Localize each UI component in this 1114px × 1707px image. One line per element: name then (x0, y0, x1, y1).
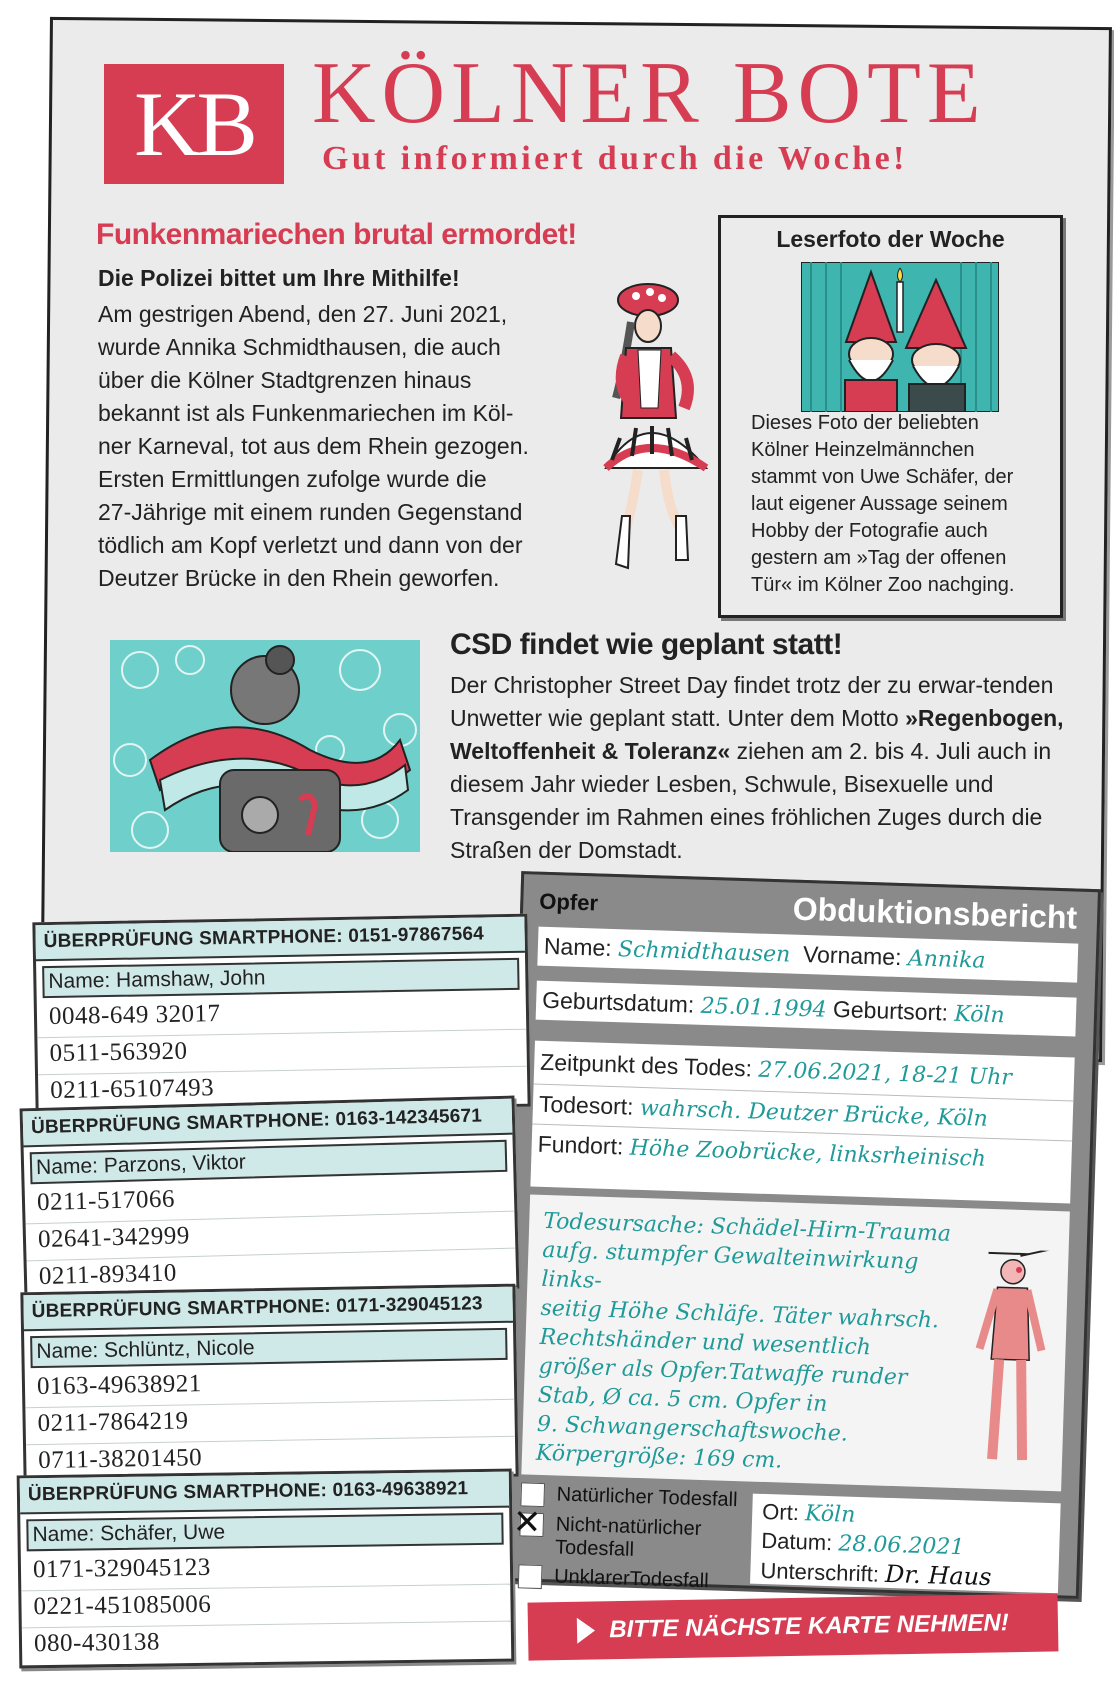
report-found-value: Höhe Zoobrücke, linksrheinisch (629, 1135, 987, 1172)
report-name-value: Schmidthausen (617, 937, 791, 968)
phone-card-header: ÜBERPRÜFUNG SMARTPHONE: 0163-49638921 (20, 1472, 509, 1515)
next-card-label: BITTE NÄCHSTE KARTE NEHMEN! (609, 1609, 1009, 1644)
report-name-row: Name: Schmidthausen Vorname: Annika (537, 927, 1078, 983)
phone-number: 0711-38201450 (38, 1444, 203, 1475)
newspaper-title: KÖLNER BOTE (312, 45, 987, 142)
phone-card-hamshaw (32, 914, 530, 1116)
phone-number: 0211-517066 (25, 1175, 515, 1225)
report-tod-value: 27.06.2021, 18-21 Uhr (757, 1057, 1013, 1091)
newspaper-subtitle: Gut informiert durch die Woche! (322, 140, 908, 177)
phone-number: 0211-65107493 (50, 1074, 215, 1105)
majorette-illustration (576, 278, 726, 578)
report-cause-block (521, 1195, 1070, 1492)
phone-card-header: ÜBERPRÜFUNG SMARTPHONE: 0151-97867564 (35, 917, 525, 962)
reader-photo-title: Leserfoto der Woche (776, 226, 1005, 252)
phone-card-name: Name: Schäfer, Uwe (26, 1513, 503, 1552)
report-firstname-value: Annika (907, 946, 986, 974)
article1-body: Am gestrigen Abend, den 27. Juni 2021, wurde Annika Schmidthausen, die auch über die Kölner Stadtgrenzen hinaus bekannt ist als Funkenmariechen im Köl- ner Karneval, tot aus dem Rhein gezogen. Ersten Ermittlungen zufolge wurde die 27-Jährige mit einem runden Gegenstand tödlich am Kopf verletzt und dann von der Deutzer Brücke in den Rhein geworfen. (98, 301, 529, 591)
phone-number: 0221-451085006 (21, 1585, 510, 1629)
report-victim-label: Opfer (538, 888, 599, 916)
phone-number: 0171-329045123 (21, 1548, 510, 1592)
next-card-button[interactable] (528, 1593, 1059, 1660)
report-cause-text: Todesursache: Schädel-Hirn-Trauma aufg. stumpfer Gewalteinwirkung links- seitig Höhe Schläfe. Täter wahrsch. Rechtshänder und wesentlich größer als Opfer.Tatwaffe runder Stab, Ø ca. 5 cm. Opfer in 9. Schwangerschaftswoche. Körpergröße: 169 cm. (535, 1208, 952, 1474)
phone-number: 080-430138 (33, 1628, 161, 1658)
phone-card-schluentz (20, 1284, 518, 1486)
body-diagram (962, 1248, 1059, 1471)
report-death-type-checklist (512, 1482, 779, 1602)
reader-photo-caption: Dieses Foto der beliebten Kölner Heinzelmännchen stammt von Uwe Schäfer, der laut eigener Aussage seinem Hobby der Fotografie auch gestern am »Tag der offenen Tür« im Kölner Zoo nachging. (751, 412, 1015, 596)
phone-card-name: Name: Parzons, Viktor (30, 1140, 508, 1184)
article1-headline: Funkenmariechen brutal ermordet! (96, 218, 577, 251)
phone-card-name: Name: Schlüntz, Nicole (30, 1328, 507, 1368)
article2-headline: CSD findet wie geplant statt! (450, 628, 843, 661)
phone-card-schaefer (17, 1469, 515, 1669)
phone-card-name: Name: Hamshaw, John (42, 958, 519, 998)
phone-number: 0511-563920 (37, 1030, 527, 1076)
phone-number: 0163-49638921 (25, 1363, 515, 1409)
gnomes-photo (801, 262, 999, 412)
phone-card-header: ÜBERPRÜFUNG SMARTPHONE: 0163-142345671 (23, 1099, 513, 1148)
check-natural[interactable]: Natürlicher Todesfall (520, 1482, 779, 1514)
phone-number: 02641-342999 (26, 1212, 516, 1262)
chevron-right-icon (577, 1617, 595, 1643)
report-signature-box: Ort: Köln Datum: 28.06.2021 Unterschrift: Dr. Haus (750, 1494, 1061, 1594)
checkbox-unnatural[interactable] (512, 1503, 544, 1543)
newspaper-logo: KB (104, 64, 284, 184)
csd-illustration (110, 640, 420, 852)
article1-subhead: Die Polizei bittet um Ihre Mithilfe! (98, 265, 460, 291)
check-x-mark-icon: ✕ (512, 1503, 542, 1543)
report-sign-place: Köln (804, 1501, 856, 1528)
check-unnatural[interactable]: ✕ Nicht-natürlicher Todesfall (512, 1503, 702, 1561)
report-sign-date: 28.06.2021 (837, 1531, 965, 1561)
phone-card-parzons (20, 1096, 520, 1302)
checkbox-unclear[interactable] (518, 1564, 543, 1589)
report-dob-value: 25.01.1994 (700, 993, 827, 1023)
report-death-block: Zeitpunkt des Todes: 27.06.2021, 18-21 Uhr Todesort: wahrsch. Deutzer Brücke, Köln Fundort: Höhe Zoobrücke, linksrheinisch (530, 1041, 1074, 1204)
check-unclear[interactable]: UnklarerTodesfall (518, 1564, 777, 1596)
phone-number: 0211-7864219 (25, 1400, 515, 1446)
phone-card-header: ÜBERPRÜFUNG SMARTPHONE: 0171-329045123 (23, 1287, 513, 1332)
report-pob-value: Köln (953, 1001, 1006, 1029)
article2-motto: »Regenbogen, Weltoffenheit & Toleranz« (450, 705, 1064, 764)
reader-photo-box (718, 215, 1063, 618)
autopsy-report-card (499, 871, 1101, 1599)
report-title: Obduktionsbericht (792, 890, 1078, 936)
report-place-value: wahrsch. Deutzer Brücke, Köln (639, 1095, 989, 1132)
report-birth-row: Geburtsdatum: 25.01.1994 Geburtsort: Köln (536, 981, 1077, 1037)
report-signature: Dr. Haus (884, 1559, 992, 1592)
article2-body: Der Christopher Street Day findet trotz der zu erwar-tenden Unwetter wie geplant statt. Unter dem Motto »Regenbogen, Weltoffenheit & Toleranz« ziehen am 2. bis 4. Juli auch in diesem Jahr wieder Lesben, Schwule, Bisexuelle und Transgender im Rahmen eines fröhlichen Zuges durch die Straßen der Domstadt. (450, 672, 1064, 863)
phone-number: 0211-893410 (38, 1259, 178, 1291)
phone-number: 0048-649 32017 (37, 993, 527, 1039)
